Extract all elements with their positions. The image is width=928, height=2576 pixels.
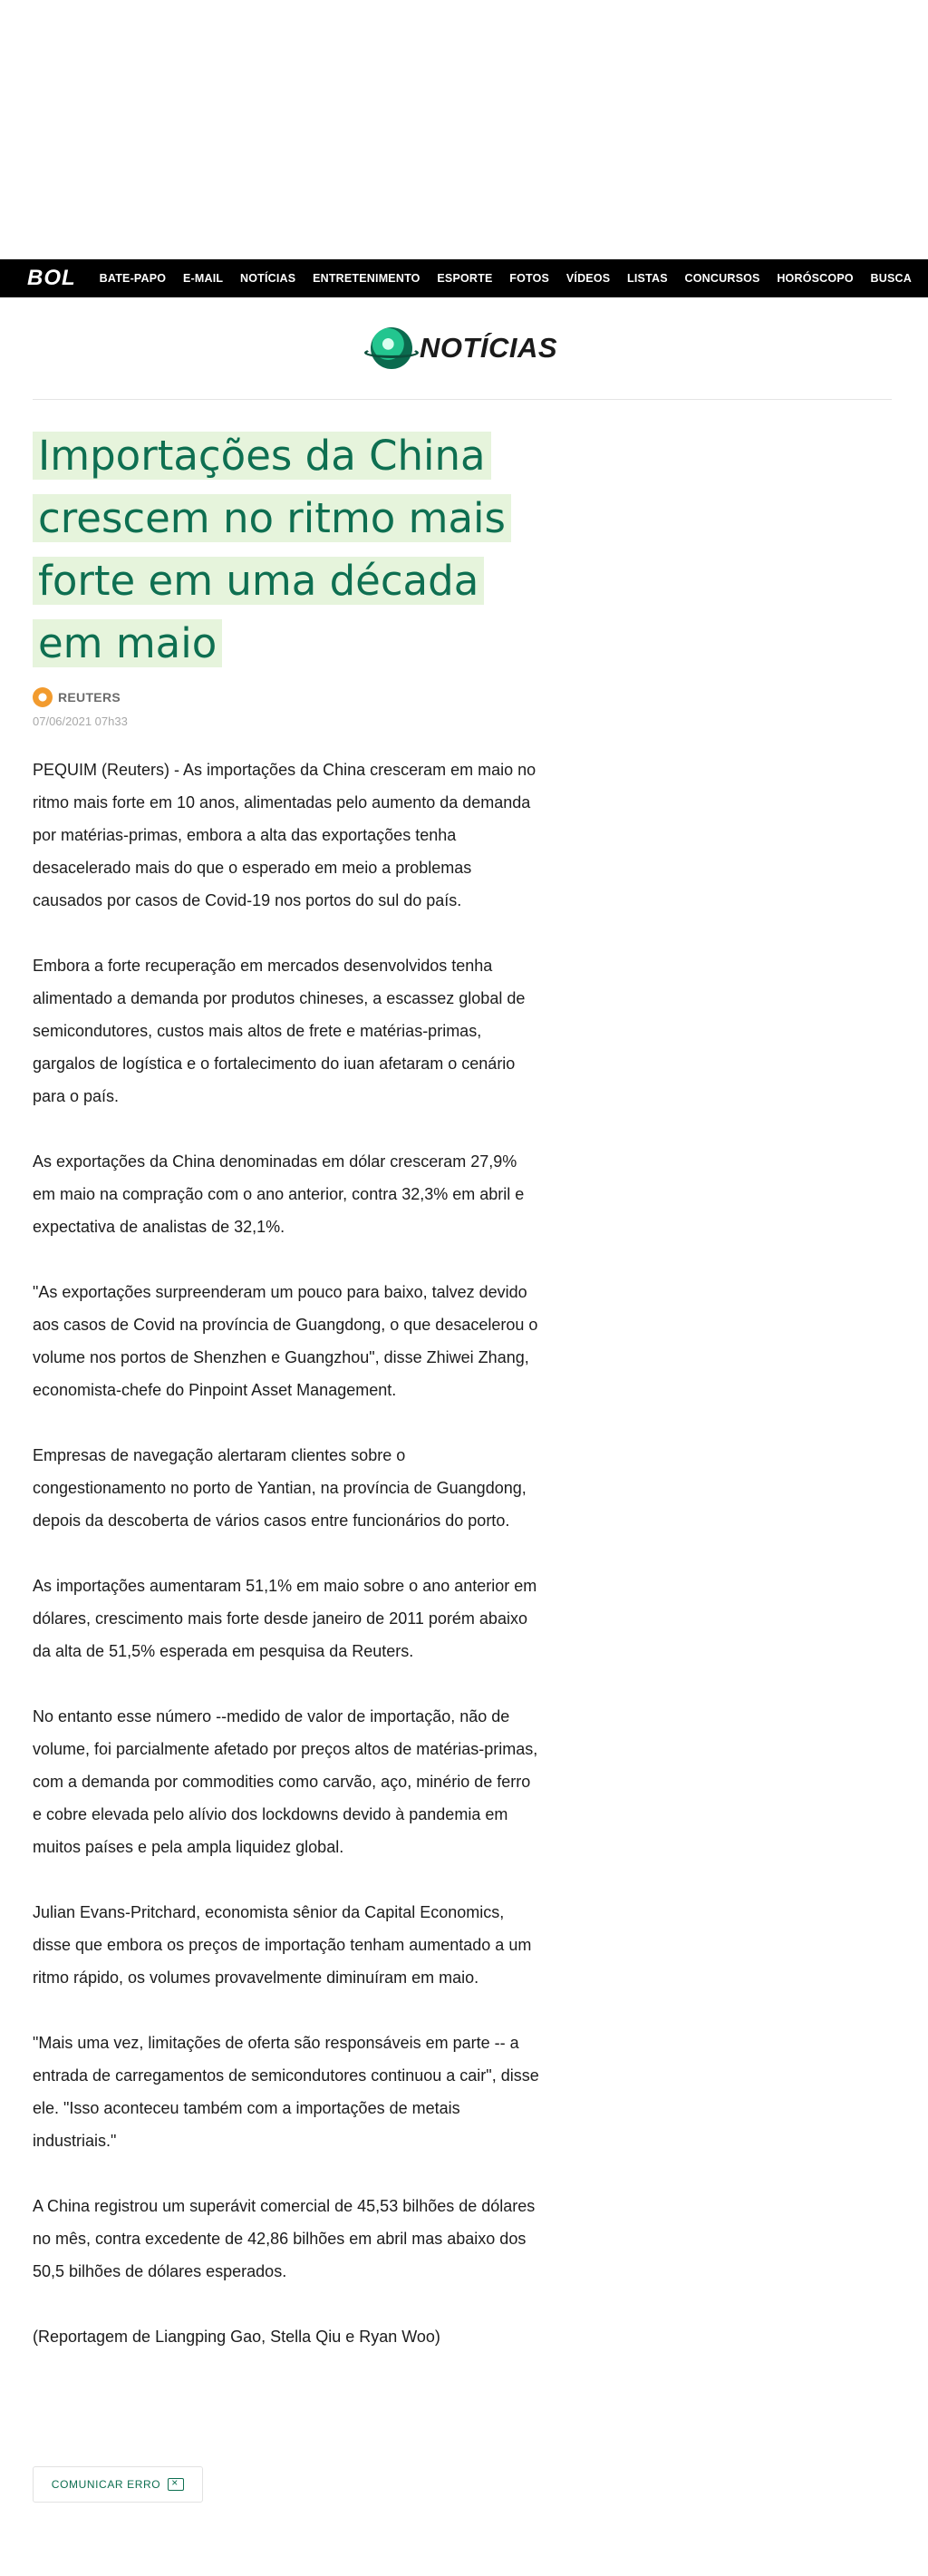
- nav-entretenimento[interactable]: ENTRETENIMENTO: [313, 272, 420, 285]
- article-headline: [33, 424, 540, 675]
- section-name: NOTÍCIAS: [419, 332, 558, 364]
- nav-horoscopo[interactable]: HORÓSCOPO: [777, 272, 854, 285]
- paragraph: Embora a forte recuperação em mercados desenvolvidos tenha alimentado a demanda por produtos chineses, a escassez global de semicondutores, custos mais altos de frete e matérias-primas, gargalos de logística e o fortalecimento do iuan afetaram o cenário para o país.: [33, 957, 526, 1105]
- main-nav: [100, 272, 912, 285]
- report-error-label: COMUNICAR ERRO: [51, 2478, 161, 2491]
- report-error-button[interactable]: [33, 2466, 203, 2503]
- bol-logo[interactable]: BOL: [27, 266, 76, 290]
- paragraph: Julian Evans-Pritchard, economista sênior da Capital Economics, disse que embora os preços de importação tenham aumentado a um ritmo rápido, os volumes provavelmente diminuíram em maio.: [33, 1903, 532, 1987]
- paragraph: "Mais uma vez, limitações de oferta são responsáveis em parte -- a entrada de carregamentos de semicondutores continuou a cair", disse ele. "Isso aconteceu também com a importações de metais industriais.": [33, 2034, 539, 2150]
- source-name: REUTERS: [58, 690, 121, 705]
- nav-videos[interactable]: VÍDEOS: [566, 272, 611, 285]
- article-body: [33, 753, 540, 2353]
- article: [33, 424, 540, 2386]
- nav-busca[interactable]: BUSCA: [870, 272, 912, 285]
- paragraph: PEQUIM (Reuters) - As importações da China cresceram em maio no ritmo mais forte em 10 anos, alimentadas pelo aumento da demanda por matérias-primas, embora a alta das exportações tenha desacelerado mais do que o esperado em meio a problemas causados por casos de Covid-19 nos portos do sul do país.: [33, 761, 536, 909]
- ad-space: [0, 0, 928, 259]
- paragraph: As exportações da China denominadas em dólar cresceram 27,9% em maio na compração com o ano anterior, contra 32,3% em abril e expectativa de analistas de 32,1%.: [33, 1152, 525, 1236]
- reuters-icon: [33, 687, 53, 707]
- paragraph: A China registrou um superávit comercial de 45,53 bilhões de dólares no mês, contra excedente de 42,86 bilhões em abril mas abaixo dos 50,5 bilhões de dólares esperados.: [33, 2197, 536, 2280]
- headline-text: Importações da China crescem no ritmo mais forte em uma década em maio: [33, 432, 511, 667]
- nav-fotos[interactable]: FOTOS: [509, 272, 550, 285]
- top-navigation-bar: [0, 259, 928, 297]
- header-divider: [33, 399, 892, 400]
- paragraph: As importações aumentaram 51,1% em maio sobre o ano anterior em dólares, crescimento mais forte desde janeiro de 2011 porém abaixo da alta de 51,5% esperada em pesquisa da Reuters.: [33, 1577, 537, 1660]
- paragraph: No entanto esse número --medido de valor de importação, não de volume, foi parcialmente afetado por preços altos de matérias-primas, com a demanda por commodities como carvão, aço, minério de ferro e cobre elevada pelo alívio dos lockdowns devido à pandemia em muitos países e pela ampla liquidez global.: [33, 1707, 538, 1856]
- nav-e-mail[interactable]: E-MAIL: [182, 272, 224, 285]
- nav-esporte[interactable]: ESPORTE: [437, 272, 493, 285]
- article-timestamp: 07/06/2021 07h33: [33, 714, 128, 728]
- nav-noticias[interactable]: NOTÍCIAS: [239, 272, 296, 285]
- globe-icon: [371, 327, 412, 369]
- report-icon: [168, 2478, 184, 2491]
- article-source: [33, 687, 540, 707]
- nav-concursos[interactable]: CONCURSOS: [684, 272, 760, 285]
- paragraph: (Reportagem de Liangping Gao, Stella Qiu e Ryan Woo): [33, 2328, 440, 2346]
- section-logo[interactable]: [0, 297, 928, 399]
- nav-listas[interactable]: LISTAS: [627, 272, 668, 285]
- nav-bate-papo[interactable]: BATE-PAPO: [99, 272, 167, 285]
- paragraph: "As exportações surpreenderam um pouco para baixo, talvez devido aos casos de Covid na província de Guangdong, o que desacelerou o volume nos portos de Shenzhen e Guangzhou", disse Zhiwei Zhang, economista-chefe do Pinpoint Asset Management.: [33, 1283, 538, 1399]
- paragraph: Empresas de navegação alertaram clientes sobre o congestionamento no porto de Yantian, na província de Guangdong, depois da descoberta de vários casos entre funcionários do porto.: [33, 1446, 527, 1530]
